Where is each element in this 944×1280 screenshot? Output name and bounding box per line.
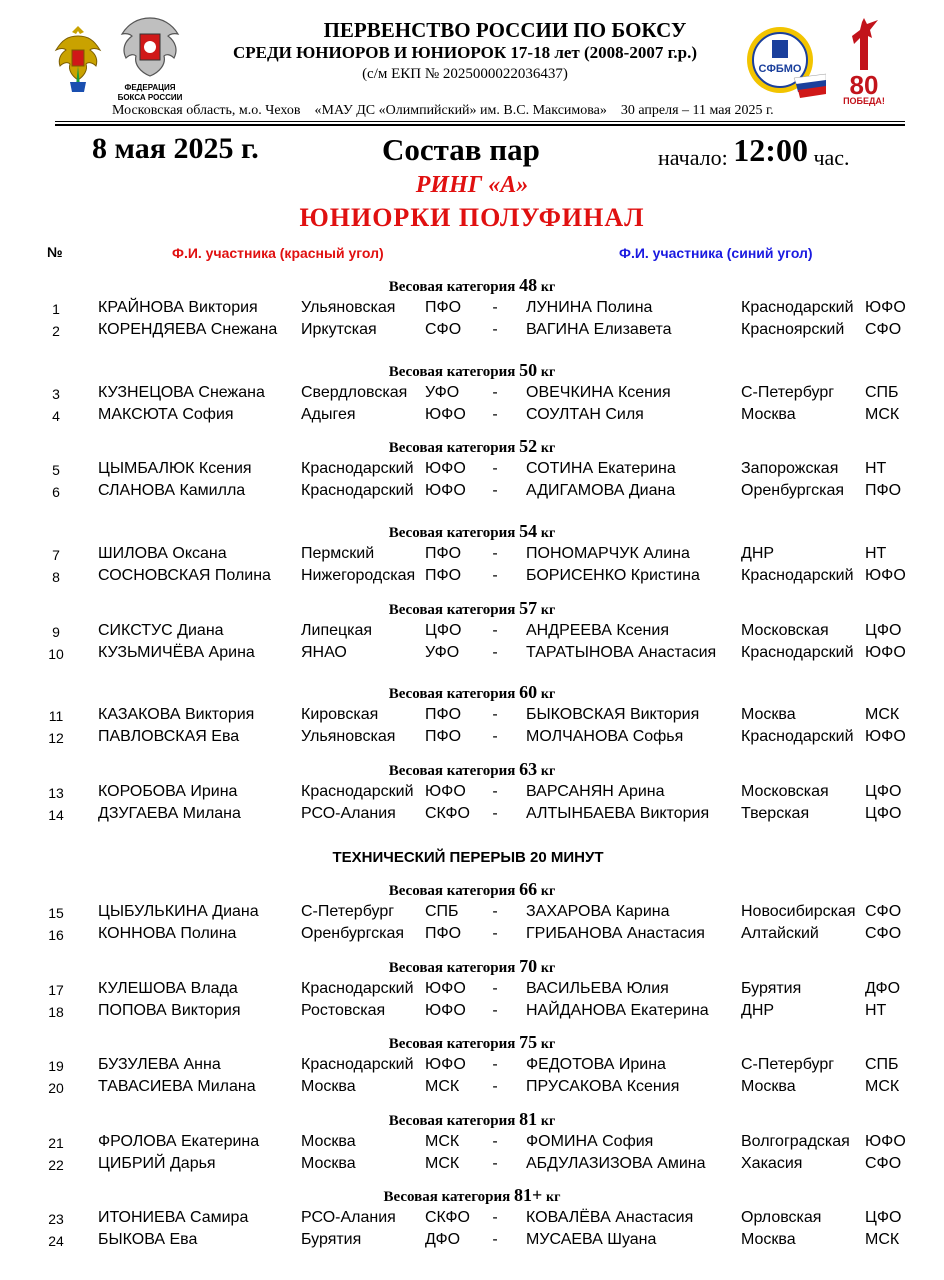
blue-corner-district: СФО <box>865 903 902 920</box>
red-corner-district: СПБ <box>425 903 459 920</box>
blue-corner-district: МСК <box>865 406 900 423</box>
bout-row <box>0 728 944 750</box>
blue-corner-region: Орловская <box>741 1209 822 1226</box>
red-corner-region: Липецкая <box>301 622 373 639</box>
blue-corner-name: ПРУСАКОВА Ксения <box>526 1078 680 1095</box>
championship-subtitle: СРЕДИ ЮНИОРОВ И ЮНИОРОК 17-18 лет (2008-2007 г.р.) <box>232 43 698 62</box>
versus-dash: - <box>492 406 498 423</box>
blue-corner-region: Бурятия <box>741 980 802 997</box>
weight-value: 81 <box>519 1109 538 1129</box>
blue-corner-region: Краснодарский <box>741 728 854 745</box>
bout-number: 3 <box>52 386 60 402</box>
red-corner-name: ЦЫМБАЛЮК Ксения <box>98 460 252 477</box>
red-corner-region: Краснодарский <box>301 460 414 477</box>
start-time-block <box>658 132 850 169</box>
bout-number: 11 <box>48 708 64 724</box>
victory-caption: ПОБЕДА! <box>843 96 885 106</box>
red-corner-region: Краснодарский <box>301 1056 414 1073</box>
column-header-blue-corner: Ф.И. участника (синий угол) <box>619 245 813 261</box>
blue-corner-name: БОРИСЕНКО Кристина <box>526 567 700 584</box>
weight-category-heading <box>0 1185 944 1206</box>
blue-corner-district: ДФО <box>865 980 901 997</box>
bout-row <box>0 321 944 343</box>
versus-dash: - <box>492 299 498 316</box>
red-corner-region: Краснодарский <box>301 783 414 800</box>
red-corner-name: ЦЫБУЛЬКИНА Диана <box>98 903 259 920</box>
blue-corner-district: СФО <box>865 1155 902 1172</box>
bout-number: 14 <box>48 807 64 823</box>
blue-corner-district: ЮФО <box>865 728 906 745</box>
blue-corner-name: КОВАЛЁВА Анастасия <box>526 1209 694 1226</box>
bout-number: 13 <box>48 785 64 801</box>
weight-category-heading <box>0 436 944 457</box>
versus-dash: - <box>492 783 498 800</box>
bout-row <box>0 783 944 805</box>
weight-category-label: Весовая категория <box>388 960 516 976</box>
blue-corner-name: МУСАЕВА Шуана <box>526 1231 657 1248</box>
bout-row <box>0 384 944 406</box>
blue-corner-name: ОВЕЧКИНА Ксения <box>526 384 671 401</box>
weight-unit: кг <box>540 687 556 702</box>
bout-number: 18 <box>48 1004 64 1020</box>
bout-number: 6 <box>52 484 60 500</box>
red-corner-district: СКФО <box>425 805 470 822</box>
red-corner-district: ЮФО <box>425 980 466 997</box>
versus-dash: - <box>492 1155 498 1172</box>
blue-corner-name: ВАСИЛЬЕВА Юлия <box>526 980 669 997</box>
blue-corner-district: СФО <box>865 925 902 942</box>
blue-corner-name: ТАРАТЫНОВА Анастасия <box>526 644 717 661</box>
blue-corner-district: МСК <box>865 1231 900 1248</box>
ring-label: РИНГ «А» <box>415 172 529 198</box>
versus-dash: - <box>492 903 498 920</box>
red-corner-district: ЮФО <box>425 460 466 477</box>
blue-corner-district: ЦФО <box>865 622 902 639</box>
weight-unit: кг <box>540 526 556 541</box>
column-header-red-corner: Ф.И. участника (красный угол) <box>172 245 384 261</box>
red-corner-name: СЛАНОВА Камилла <box>98 482 246 499</box>
red-corner-district: ЮФО <box>425 406 466 423</box>
blue-corner-region: Московская <box>741 783 829 800</box>
blue-corner-region: Алтайский <box>741 925 819 942</box>
red-corner-name: СИКСТУС Диана <box>98 622 224 639</box>
weight-unit: кг <box>540 441 556 456</box>
versus-dash: - <box>492 980 498 997</box>
blue-corner-name: МОЛЧАНОВА Софья <box>526 728 684 745</box>
weight-value: 81+ <box>513 1185 543 1205</box>
blue-corner-region: Красноярский <box>741 321 845 338</box>
red-corner-district: ЮФО <box>425 1002 466 1019</box>
weight-value: 66 <box>519 879 538 899</box>
sfbmo-logo-text: СФБМО <box>758 63 802 75</box>
red-corner-region: Бурятия <box>301 1231 362 1248</box>
versus-dash: - <box>492 545 498 562</box>
red-corner-region: Иркутская <box>301 321 377 338</box>
bout-row <box>0 482 944 504</box>
weight-category-heading <box>0 682 944 703</box>
weight-value: 60 <box>519 682 538 702</box>
weight-category-heading <box>0 879 944 900</box>
weight-value: 75 <box>519 1032 538 1052</box>
red-corner-district: ПФО <box>425 299 462 316</box>
weight-unit: кг <box>540 1114 556 1129</box>
federation-caption-2: БОКСА РОССИИ <box>117 93 183 102</box>
blue-corner-region: ДНР <box>741 545 775 562</box>
versus-dash: - <box>492 925 498 942</box>
red-corner-district: ЦФО <box>425 622 462 639</box>
weight-unit: кг <box>546 1190 561 1205</box>
versus-dash: - <box>492 567 498 584</box>
weight-category-heading <box>0 521 944 542</box>
bout-number: 21 <box>48 1135 64 1151</box>
ekp-number: (с/м ЕКП № 2025000022036437) <box>362 66 568 82</box>
weight-category-label: Весовая категория <box>383 1189 511 1205</box>
weight-unit: кг <box>540 961 556 976</box>
red-corner-name: БУЗУЛЕВА Анна <box>98 1056 221 1073</box>
versus-dash: - <box>492 1209 498 1226</box>
start-label: начало: <box>658 145 728 170</box>
bout-number: 2 <box>52 323 60 339</box>
red-corner-district: ПФО <box>425 567 462 584</box>
weight-category-label: Весовая категория <box>388 686 516 702</box>
red-corner-name: КОРЕНДЯЕВА Снежана <box>98 321 278 338</box>
weight-value: 57 <box>519 598 538 618</box>
technical-break: ТЕХНИЧЕСКИЙ ПЕРЕРЫВ 20 МИНУТ <box>332 849 604 866</box>
red-corner-region: Кировская <box>301 706 379 723</box>
weight-value: 70 <box>519 956 538 976</box>
bout-row <box>0 567 944 589</box>
blue-corner-district: ЮФО <box>865 644 906 661</box>
blue-corner-district: СФО <box>865 321 902 338</box>
blue-corner-name: НАЙДАНОВА Екатерина <box>526 1002 709 1019</box>
blue-corner-district: НТ <box>865 1002 887 1019</box>
blue-corner-name: ГРИБАНОВА Анастасия <box>526 925 705 942</box>
weight-category-heading <box>0 598 944 619</box>
red-corner-district: МСК <box>425 1078 460 1095</box>
bout-number: 5 <box>52 462 60 478</box>
versus-dash: - <box>492 805 498 822</box>
blue-corner-district: МСК <box>865 1078 900 1095</box>
bout-row <box>0 1231 944 1253</box>
stage-label: ЮНИОРКИ ПОЛУФИНАЛ <box>299 203 645 232</box>
blue-corner-region: Хакасия <box>741 1155 803 1172</box>
bout-number: 15 <box>48 905 64 921</box>
red-corner-name: КУЛЕШОВА Влада <box>98 980 238 997</box>
blue-corner-name: АБДУЛАЗИЗОВА Амина <box>526 1155 706 1172</box>
red-corner-name: КУЗЬМИЧЁВА Арина <box>98 644 255 661</box>
red-corner-name: КРАЙНОВА Виктория <box>98 299 258 316</box>
versus-dash: - <box>492 1078 498 1095</box>
blue-corner-region: Москва <box>741 1078 796 1095</box>
weight-category-heading <box>0 1109 944 1130</box>
red-corner-name: СОСНОВСКАЯ Полина <box>98 567 271 584</box>
blue-corner-district: МСК <box>865 706 900 723</box>
bout-number: 12 <box>48 730 64 746</box>
blue-corner-name: ЛУНИНА Полина <box>526 299 653 316</box>
red-corner-district: ПФО <box>425 545 462 562</box>
blue-corner-name: ФЕДОТОВА Ирина <box>526 1056 666 1073</box>
blue-corner-name: АЛТЫНБАЕВА Виктория <box>526 805 710 822</box>
weight-category-label: Весовая категория <box>388 279 516 295</box>
bout-row <box>0 644 944 666</box>
red-corner-region: Краснодарский <box>301 482 414 499</box>
blue-corner-district: ЦФО <box>865 783 902 800</box>
red-corner-region: Краснодарский <box>301 980 414 997</box>
red-corner-region: РСО-Алания <box>301 805 396 822</box>
blue-corner-region: Запорожская <box>741 460 839 477</box>
bout-number: 10 <box>48 646 64 662</box>
versus-dash: - <box>492 1231 498 1248</box>
red-corner-region: Свердловская <box>301 384 408 401</box>
bout-row <box>0 1155 944 1177</box>
bout-number: 17 <box>48 982 64 998</box>
red-corner-name: МАКСЮТА София <box>98 406 234 423</box>
blue-corner-region: Москва <box>741 1231 796 1248</box>
weight-unit: кг <box>540 1037 556 1052</box>
header-rule <box>55 121 905 122</box>
blue-corner-region: Московская <box>741 622 829 639</box>
weight-unit: кг <box>540 365 556 380</box>
versus-dash: - <box>492 384 498 401</box>
red-corner-name: ЦИБРИЙ Дарья <box>98 1155 216 1172</box>
venue-line: Московская область, м.о. Чехов «МАУ ДС «Олимпийский» им. В.С. Максимова» 30 апреля – 11 мая 2025 г. <box>112 103 774 118</box>
bout-row <box>0 805 944 827</box>
header-rule-thick <box>55 124 905 126</box>
blue-corner-district: ЮФО <box>865 1133 906 1150</box>
blue-corner-district: ЦФО <box>865 1209 902 1226</box>
victory-80-number: 80 <box>849 70 879 100</box>
championship-title: ПЕРВЕНСТВО РОССИИ ПО БОКСУ <box>323 18 687 42</box>
red-corner-region: РСО-Алания <box>301 1209 396 1226</box>
red-corner-name: ФРОЛОВА Екатерина <box>98 1133 260 1150</box>
bout-row <box>0 622 944 644</box>
document-title: Состав пар <box>382 132 540 167</box>
blue-corner-region: Тверская <box>741 805 810 822</box>
blue-corner-name: ВАГИНА Елизавета <box>526 321 672 338</box>
blue-corner-region: С-Петербург <box>741 384 835 401</box>
weight-value: 54 <box>519 521 538 541</box>
bout-row <box>0 299 944 321</box>
red-corner-region: С-Петербург <box>301 903 395 920</box>
red-corner-name: ИТОНИЕВА Самира <box>98 1209 249 1226</box>
red-corner-district: ДФО <box>425 1231 461 1248</box>
bout-number: 19 <box>48 1058 64 1074</box>
blue-corner-name: СОУЛТАН Силя <box>526 406 644 423</box>
bout-number: 7 <box>52 547 60 563</box>
blue-corner-region: Краснодарский <box>741 299 854 316</box>
column-header-number: № <box>47 244 63 260</box>
bout-row <box>0 1078 944 1100</box>
red-corner-district: МСК <box>425 1133 460 1150</box>
blue-corner-district: СПБ <box>865 384 899 401</box>
weight-category-label: Весовая категория <box>388 1113 516 1129</box>
weight-unit: кг <box>540 884 556 899</box>
weight-category-label: Весовая категория <box>388 525 516 541</box>
versus-dash: - <box>492 321 498 338</box>
versus-dash: - <box>492 1056 498 1073</box>
bout-row <box>0 1133 944 1155</box>
weight-category-label: Весовая категория <box>388 602 516 618</box>
bout-row <box>0 1002 944 1024</box>
red-corner-name: КАЗАКОВА Виктория <box>98 706 255 723</box>
weight-value: 63 <box>519 759 538 779</box>
blue-corner-name: ВАРСАНЯН Арина <box>526 783 665 800</box>
blue-corner-name: ФОМИНА София <box>526 1133 654 1150</box>
bout-row <box>0 545 944 567</box>
red-corner-region: Ульяновская <box>301 299 396 316</box>
blue-corner-district: ЮФО <box>865 567 906 584</box>
red-corner-name: КОРОБОВА Ирина <box>98 783 238 800</box>
red-corner-name: КОННОВА Полина <box>98 925 237 942</box>
bout-number: 23 <box>48 1211 64 1227</box>
red-corner-region: Ростовская <box>301 1002 386 1019</box>
start-unit: час. <box>813 145 850 170</box>
red-corner-region: Нижегородская <box>301 567 416 584</box>
bout-row <box>0 406 944 428</box>
bout-row <box>0 903 944 925</box>
weight-category-label: Весовая категория <box>388 1036 516 1052</box>
red-corner-district: МСК <box>425 1155 460 1172</box>
versus-dash: - <box>492 644 498 661</box>
bout-number: 9 <box>52 624 60 640</box>
red-corner-district: ПФО <box>425 728 462 745</box>
red-corner-region: Пермский <box>301 545 375 562</box>
bout-row <box>0 1056 944 1078</box>
blue-corner-region: Краснодарский <box>741 644 854 661</box>
red-corner-name: КУЗНЕЦОВА Снежана <box>98 384 265 401</box>
weight-category-label: Весовая категория <box>388 763 516 779</box>
bout-number: 8 <box>52 569 60 585</box>
bout-number: 1 <box>52 301 60 317</box>
red-corner-district: УФО <box>425 384 460 401</box>
bout-row <box>0 460 944 482</box>
weight-category-label: Весовая категория <box>388 440 516 456</box>
bout-row <box>0 1209 944 1231</box>
red-corner-district: ЮФО <box>425 1056 466 1073</box>
blue-corner-region: С-Петербург <box>741 1056 835 1073</box>
red-corner-name: ПАВЛОВСКАЯ Ева <box>98 728 240 745</box>
blue-corner-region: Оренбургская <box>741 482 845 499</box>
weight-value: 48 <box>519 275 538 295</box>
red-corner-district: ПФО <box>425 706 462 723</box>
blue-corner-name: ПОНОМАРЧУК Алина <box>526 545 690 562</box>
versus-dash: - <box>492 460 498 477</box>
blue-corner-district: ЦФО <box>865 805 902 822</box>
versus-dash: - <box>492 1133 498 1150</box>
red-corner-name: ДЗУГАЕВА Милана <box>98 805 241 822</box>
versus-dash: - <box>492 622 498 639</box>
weight-category-heading <box>0 956 944 977</box>
red-corner-region: Оренбургская <box>301 925 405 942</box>
weight-unit: кг <box>540 764 556 779</box>
federation-caption-1: ФЕДЕРАЦИЯ <box>124 83 176 92</box>
weight-category-label: Весовая категория <box>388 883 516 899</box>
blue-corner-name: СОТИНА Екатерина <box>526 460 676 477</box>
blue-corner-district: ЮФО <box>865 299 906 316</box>
blue-corner-name: АДИГАМОВА Диана <box>526 482 676 499</box>
blue-corner-region: Москва <box>741 406 796 423</box>
bout-number: 4 <box>52 408 60 424</box>
red-corner-district: ПФО <box>425 925 462 942</box>
red-corner-name: ПОПОВА Виктория <box>98 1002 241 1019</box>
versus-dash: - <box>492 728 498 745</box>
weight-category-heading <box>0 275 944 296</box>
blue-corner-name: БЫКОВСКАЯ Виктория <box>526 706 700 723</box>
red-corner-district: ЮФО <box>425 482 466 499</box>
weight-category-label: Весовая категория <box>388 364 516 380</box>
red-corner-name: ШИЛОВА Оксана <box>98 545 227 562</box>
bout-row <box>0 980 944 1002</box>
versus-dash: - <box>492 1002 498 1019</box>
bout-number: 16 <box>48 927 64 943</box>
red-corner-region: Москва <box>301 1133 356 1150</box>
blue-corner-district: НТ <box>865 545 887 562</box>
red-corner-region: Москва <box>301 1155 356 1172</box>
blue-corner-district: НТ <box>865 460 887 477</box>
weight-category-heading <box>0 759 944 780</box>
blue-corner-name: ЗАХАРОВА Карина <box>526 903 670 920</box>
weight-category-heading <box>0 360 944 381</box>
bout-number: 22 <box>48 1157 64 1173</box>
weight-unit: кг <box>540 603 556 618</box>
weight-category-heading <box>0 1032 944 1053</box>
red-corner-name: ТАВАСИЕВА Милана <box>98 1078 256 1095</box>
red-corner-district: УФО <box>425 644 460 661</box>
red-corner-district: ЮФО <box>425 783 466 800</box>
blue-corner-region: Волгоградская <box>741 1133 850 1150</box>
blue-corner-region: Новосибирская <box>741 903 856 920</box>
red-corner-name: БЫКОВА Ева <box>98 1231 198 1248</box>
versus-dash: - <box>492 706 498 723</box>
weight-value: 52 <box>519 436 538 456</box>
blue-corner-region: Москва <box>741 706 796 723</box>
bout-row <box>0 925 944 947</box>
red-corner-region: ЯНАО <box>301 644 347 661</box>
red-corner-region: Ульяновская <box>301 728 396 745</box>
blue-corner-region: ДНР <box>741 1002 775 1019</box>
red-corner-district: СКФО <box>425 1209 470 1226</box>
red-corner-region: Адыгея <box>301 406 356 423</box>
bout-row <box>0 706 944 728</box>
event-date: 8 мая 2025 г. <box>92 132 259 165</box>
bout-number: 20 <box>48 1080 64 1096</box>
red-corner-region: Москва <box>301 1078 356 1095</box>
blue-corner-name: АНДРЕЕВА Ксения <box>526 622 669 639</box>
bout-number: 24 <box>48 1233 64 1249</box>
versus-dash: - <box>492 482 498 499</box>
blue-corner-district: ПФО <box>865 482 902 499</box>
blue-corner-district: СПБ <box>865 1056 899 1073</box>
weight-value: 50 <box>519 360 538 380</box>
blue-corner-region: Краснодарский <box>741 567 854 584</box>
start-time: 12:00 <box>733 132 808 168</box>
red-corner-district: СФО <box>425 321 462 338</box>
weight-unit: кг <box>540 280 556 295</box>
